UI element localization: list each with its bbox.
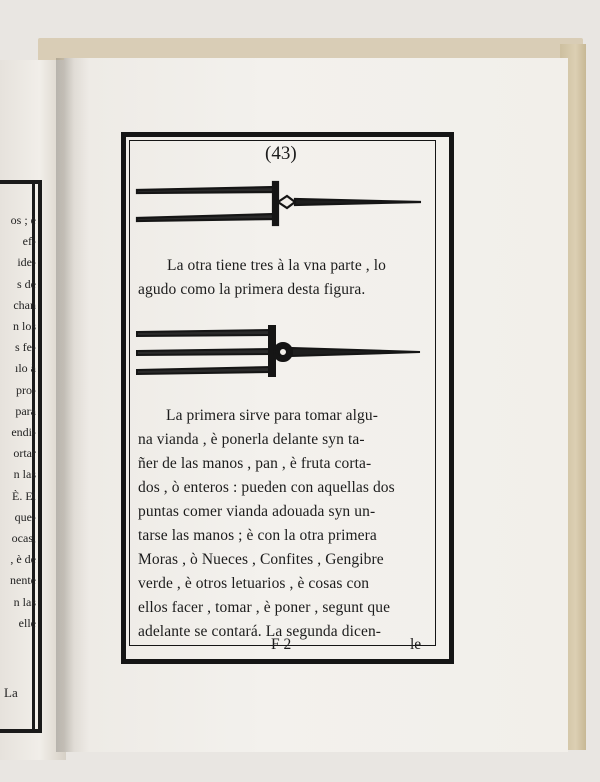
three-tine-fork-illustration	[135, 324, 425, 380]
left-page-catchword: La	[4, 685, 18, 700]
left-line: endi-	[11, 425, 36, 440]
two-tine-fork-illustration	[135, 178, 425, 228]
left-line: para	[15, 403, 36, 418]
paragraph-line: agudo como la primera desta figura.	[138, 281, 366, 298]
paragraph-line: ñer de las manos , pan , è fruta corta-	[138, 455, 372, 472]
catchword: le	[410, 636, 422, 653]
left-line: n las	[13, 594, 36, 609]
left-line: ef-	[22, 234, 36, 249]
left-line: s fe-	[15, 340, 36, 355]
paragraph-line: na vianda , è ponerla delante syn ta-	[138, 431, 365, 448]
signature-mark: F 2	[271, 636, 292, 653]
left-page-text	[0, 210, 36, 634]
left-line: ılo à	[15, 361, 36, 376]
left-line: n los	[12, 319, 36, 334]
gutter-shadow	[56, 58, 74, 752]
left-line: , è de	[10, 552, 36, 567]
left-line: elle	[18, 615, 36, 630]
left-line: ortar	[13, 446, 36, 461]
left-line: È. El	[12, 488, 36, 503]
paragraph-line: Moras , ò Nueces , Confites , Gengibre	[138, 551, 384, 568]
left-line: s de	[17, 276, 36, 291]
paragraph-line: tarse las manos ; è con la otra primera	[138, 527, 377, 544]
paragraph-line: ellos facer , tomar , è poner , segunt que	[138, 599, 391, 616]
paragraph-line: adelante se contará. La segunda dicen-	[138, 623, 382, 640]
left-line: ocas,	[11, 531, 36, 546]
left-line: n las	[13, 467, 36, 482]
left-line: nente	[10, 573, 36, 588]
page-number: (43)	[265, 143, 297, 164]
paragraph-line: La primera sirve para tomar algu-	[166, 407, 379, 424]
left-line: ide-	[17, 255, 36, 270]
paragraph-line: dos , ò enteros : pueden con aquellas dos	[138, 479, 395, 496]
paragraph-line: La otra tiene tres à la vna parte , lo	[167, 257, 386, 274]
left-line: pro-	[16, 382, 36, 397]
left-line: que-	[14, 509, 36, 524]
left-line: chan	[13, 297, 36, 312]
paragraph-line: verde , è otros letuarios , è cosas con	[138, 575, 370, 592]
paragraph-line: puntas comer vianda adouada syn un-	[138, 503, 376, 520]
left-line: os ; è	[10, 213, 36, 227]
